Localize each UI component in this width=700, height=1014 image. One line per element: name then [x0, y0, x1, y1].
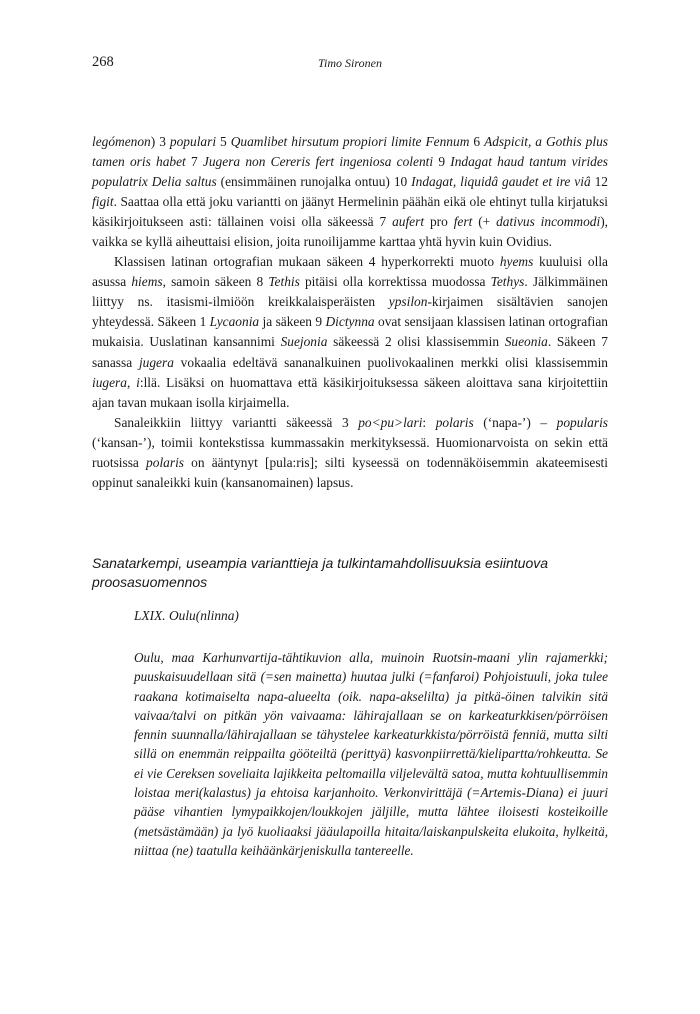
- text-run: 7: [185, 154, 203, 170]
- poem-title: LXIX. Oulu(nlinna): [134, 608, 239, 623]
- italic-run: hiems: [131, 274, 163, 290]
- italic-run: Tethis: [268, 274, 300, 290]
- italic-run: Dictynna: [325, 314, 375, 330]
- text-run: Sanaleikkiin liittyy variantti säkeessä 3: [114, 414, 359, 430]
- text-run: ovat sensijaan klassisen latinan ortografian mukaisia. Uuslatinan kansannimi: [92, 314, 609, 350]
- italic-run: Quamlibet hirsutum propiori limite Fennum: [230, 134, 470, 149]
- italic-run: i: [136, 374, 140, 390]
- text-run: . Jälkimmäinen liittyy ns. itasismi-ilmiöön kreikkalaisperäisten: [92, 274, 608, 310]
- italic-run: Lycaonia: [209, 314, 260, 330]
- text-run: :: [422, 414, 436, 430]
- text-run: 9: [433, 154, 451, 170]
- text-run: :llä. Lisäksi on huomattava että käsikirjoituksessa säkeen aloittava sana kirjoitettiin ajan tavan mukaan isolla kirjaimella.: [92, 374, 608, 410]
- italic-run: polaris: [435, 414, 474, 430]
- text-run: . Säkeen 7 sanassa: [92, 334, 608, 370]
- text-run: 12: [590, 174, 609, 190]
- italic-run: populari: [169, 134, 217, 149]
- text-run: -kirjaimen sisältävien sanojen yhteydessä. Säkeen 1: [92, 294, 608, 330]
- text-run: (+: [472, 214, 497, 230]
- text-run: on ääntynyt [pula:ris]; silti kyseessä on todennäköisemmin akateemisesti oppinut sanaleikki kuin (kansanomainen) lapsus.: [92, 454, 608, 490]
- italic-run: hyems: [499, 254, 534, 270]
- main-text: [92, 132, 608, 493]
- text-run: ) 3: [150, 134, 170, 149]
- italic-run: polaris: [146, 454, 184, 470]
- text-run: 5: [216, 134, 231, 149]
- text-run: Klassisen latinan ortografian mukaan säkeen 4 hyperkorrekti muoto: [114, 254, 500, 270]
- text-run: ), vaikka se kyllä aiheuttaisi elision, joita runoilijamme karttaa yhtä hyvin kuin Ovidius.: [92, 214, 608, 250]
- italic-run: jugera: [138, 354, 174, 370]
- paragraph-2: [92, 252, 608, 412]
- italic-run: Indagat haud tantum virides populatrix Delia saltus: [92, 154, 609, 190]
- italic-run: figit: [92, 194, 114, 210]
- translation-text: Oulu, maa Karhunvartija-tähtikuvion alla, muinoin Ruotsin-maani ylin rajamerkki; puuskaisuudellaan sitä (=sen mainetta) huutaa julki (=fanfaroi) Pohjoistuuli, joka tulee raakana kotimaiselta napa-alueelta (oik. napa-akselilta) ja pitkä-öinen talvikin sitä vaivaa/talvi on pitkän yön vaivaama: lähirajallaan se on karkeaturkkisen/pörröisen fennin suunnalla/lähirajallaan se tähystelee karkeaturkkista/pörröistä fenniä, mutta silti sillä on enemmän reippailta gööteiltä (perittyä) kasvonpiirrettä/kieliparttа/rohkeutta. Se ei vie Cereksen soveliaita lajikkeita peltomailla viljelevältä satoa, mutta kohtuullisemmin loistaa meri(kalastus) ja ehtoisa karjanhoito. Verkonvirittäjä (=Artemis-Diana) ei juuri pääse vihantien lymypaikkojen/loukkojen jäljille, mutta lähtee iloisesti kosteikoille (metsästämään) ja lyö kuoliaaksi jääulapoilla hitaita/laiskanpulskeita elukoita, hylkeitä, niittaa (ne) taatulla keihäänkärjeniskulla tantereelle.: [134, 650, 608, 858]
- text-run: (‘kansan-’), toimii kontekstissa kummassakin merkityksessä. Huomionarvoista on sekin että ruotsissa: [92, 434, 608, 470]
- text-run: , samoin säkeen 8: [162, 274, 269, 290]
- page-number: 268: [92, 54, 114, 70]
- italic-run: Tethys: [490, 274, 525, 290]
- text-run: ,: [126, 374, 137, 390]
- text-run: . Saattaa olla että joku variantti on jäänyt Hermelinin päähän eikä ole ehtinyt tulla kirjatuksi käsikirjoitukseen asti: tällainen voisi olla säkeessä 7: [92, 194, 608, 230]
- paragraph-1: [92, 132, 608, 252]
- italic-run: fert: [453, 214, 473, 230]
- text-run: 6: [469, 134, 485, 149]
- text-run: ja säkeen 9: [259, 314, 326, 330]
- text-run: pro: [424, 214, 454, 230]
- italic-run: Adspicit, a Gothis plus tamen oris habet: [92, 134, 609, 170]
- italic-run: dativus incommodi: [496, 214, 601, 230]
- italic-run: Jugera non Cereris fert ingeniosa colenti: [202, 154, 434, 170]
- text-run: (ensimmäinen runojalka ontuu) 10: [216, 174, 412, 190]
- prose-translation: [134, 648, 608, 860]
- running-head: Timo Sironen: [318, 56, 382, 70]
- italic-run: popularis: [556, 414, 608, 430]
- text-run: (‘napa-’) –: [473, 414, 557, 430]
- text-run: vokaalia edeltävä sananalkuinen puolivokaalinen merkki olisi klassisemmin: [173, 354, 608, 370]
- italic-run: Indagat, liquidâ gaudet et ire viâ: [411, 174, 591, 190]
- italic-run: aufert: [392, 214, 425, 230]
- italic-run: Sueonia: [504, 334, 548, 350]
- section-heading: Sanatarkempi, useampia varianttieja ja tulkintamahdollisuuksia esiintuova proosasuomennos: [92, 555, 549, 590]
- italic-run: ypsilon: [388, 294, 428, 310]
- italic-run: iugera: [92, 374, 127, 390]
- italic-run: Suejonia: [280, 334, 328, 350]
- text-run: pitäisi olla korrektissa muodossa: [299, 274, 491, 290]
- text-run: säkeessä 2 olisi klassisemmin: [327, 334, 505, 350]
- text-run: kuuluisi olla asussa: [92, 254, 608, 290]
- italic-run: po<pu>lari: [358, 414, 423, 430]
- paragraph-3: [92, 413, 608, 493]
- italic-run: legómenon: [92, 134, 151, 149]
